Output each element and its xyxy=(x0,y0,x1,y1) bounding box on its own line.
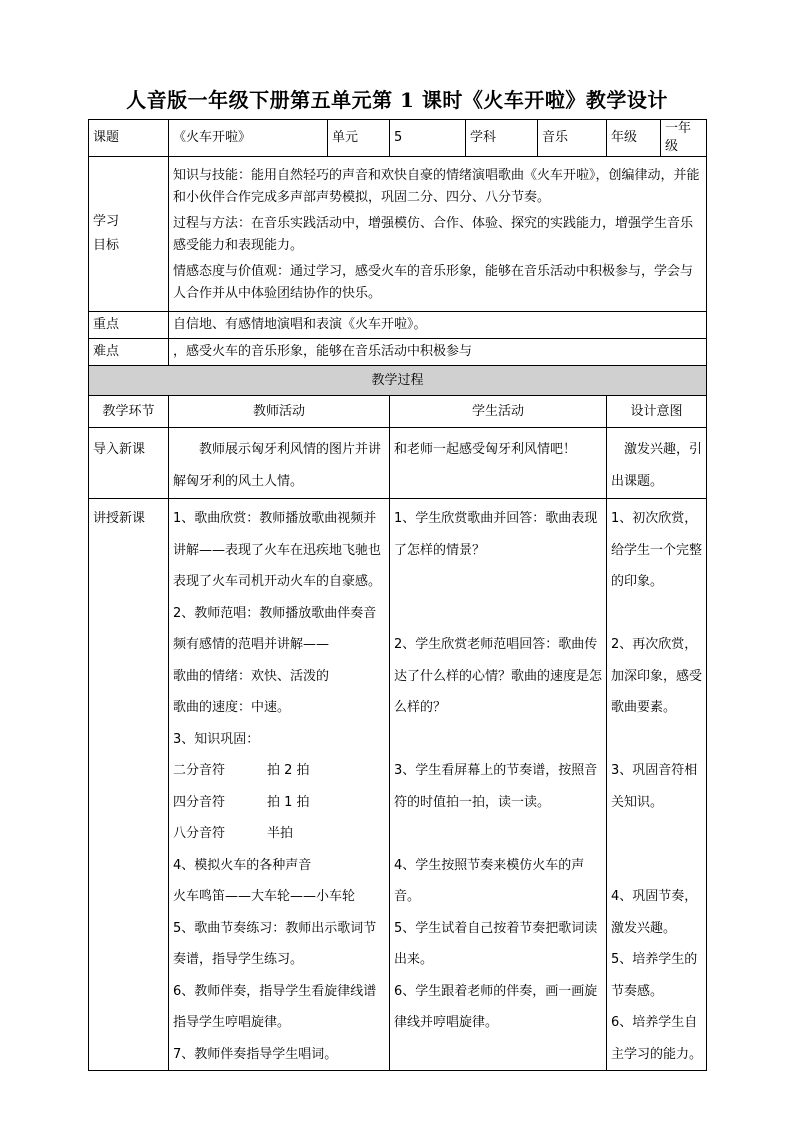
unit-value: 5 xyxy=(390,120,466,157)
intro-intent: 激发兴趣，引出课题。 xyxy=(607,428,707,499)
teacher-step-6: 6、教师伴奏，指导学生看旋律线谱指导学生哼唱旋律。 xyxy=(173,983,377,1030)
intent-step-2: 2、再次欣赏，加深印象，感受歌曲要素。 xyxy=(611,637,703,715)
process-header: 教学过程 xyxy=(89,366,707,396)
intro-teacher: 教师展示匈牙利风情的图片并讲解匈牙利的风土人情。 xyxy=(169,428,390,499)
subject-value: 音乐 xyxy=(538,120,607,157)
objectives-content xyxy=(169,157,707,312)
course-value: 《火车开啦》 xyxy=(169,120,328,157)
teacher-step-5: 5、歌曲节奏练习：教师出示歌词节奏谱，指导学生练习。 xyxy=(173,920,377,967)
grade-value: 一年级 xyxy=(661,120,707,157)
lesson-plan-table xyxy=(88,119,707,1071)
subject-label: 学科 xyxy=(466,120,538,157)
teacher-step-2: 2、教师范唱：教师播放歌曲伴奏音频有感情的范唱并讲解—— xyxy=(173,605,377,652)
col-teacher: 教师活动 xyxy=(169,396,390,428)
main-intent xyxy=(607,499,707,1071)
main-teacher xyxy=(169,499,390,1071)
grade-label: 年级 xyxy=(607,120,661,157)
difficulty-value: ，感受火车的音乐形象，能够在音乐活动中积极参与 xyxy=(169,339,707,366)
course-label: 课题 xyxy=(89,120,169,157)
main-stage: 讲授新课 xyxy=(89,499,169,1071)
col-intent: 设计意图 xyxy=(607,396,707,428)
key-point-value: 自信地、有感情地演唱和表演《火车开啦》。 xyxy=(169,312,707,339)
objectives-label: 学习目标 xyxy=(89,157,169,312)
student-step-3: 3、学生看屏幕上的节奏谱，按照音符的时值拍一拍，读一读。 xyxy=(394,763,598,810)
intent-step-6: 6、培养学生自主学习的能力。 xyxy=(611,1015,703,1062)
student-step-5: 5、学生试着自己按着节奏把歌词读出来。 xyxy=(394,920,598,967)
page-title: 人音版一年级下册第五单元第 1 课时《火车开啦》教学设计 xyxy=(126,88,668,112)
intent-step-4: 4、巩固节奏，激发兴趣。 xyxy=(611,889,698,936)
difficulty-label: 难点 xyxy=(89,339,169,366)
teacher-step-4-sounds: 火车鸣笛——大车轮——小车轮 xyxy=(173,889,356,904)
teacher-step-4: 4、模拟火车的各种声音 xyxy=(173,857,312,873)
note-eighth: 八分音符 半拍 xyxy=(173,826,294,841)
intent-step-3: 3、巩固音符相关知识。 xyxy=(611,763,698,810)
intent-step-1: 1、初次欣赏，给学生一个完整的印象。 xyxy=(611,511,703,589)
main-row xyxy=(89,499,707,1071)
info-row xyxy=(89,120,707,157)
note-half: 二分音符 拍 2 拍 xyxy=(173,763,310,778)
teacher-step-2-tempo: 歌曲的速度：中速。 xyxy=(173,700,291,715)
column-header-row xyxy=(89,396,707,428)
key-point-label: 重点 xyxy=(89,312,169,339)
objective-knowledge: 知识与技能：能用自然轻巧的声音和欢快自豪的情绪演唱歌曲《火车开啦》，创编律动，并能和小伙伴合作完成多声部声势模拟，巩固二分、四分、八分节奏。 xyxy=(173,168,700,205)
objectives-row xyxy=(89,157,707,312)
teacher-step-3: 3、知识巩固： xyxy=(173,731,260,747)
teacher-step-1: 1、歌曲欣赏：教师播放歌曲视频并讲解——表现了火车在迅疾地飞驰也表现了火车司机开动火车的自豪感。 xyxy=(173,511,382,589)
student-step-4: 4、学生按照节奏来模仿火车的声音。 xyxy=(394,857,585,904)
teacher-step-7: 7、教师伴奏指导学生唱词。 xyxy=(173,1046,338,1062)
main-student xyxy=(390,499,607,1071)
student-step-6: 6、学生跟着老师的伴奏，画一画旋律线并哼唱旋律。 xyxy=(394,983,598,1030)
intent-step-5: 5、培养学生的节奏感。 xyxy=(611,952,698,999)
col-student: 学生活动 xyxy=(390,396,607,428)
student-step-1: 1、学生欣赏歌曲并回答：歌曲表现了怎样的情景？ xyxy=(394,511,598,558)
intro-stage: 导入新课 xyxy=(89,428,169,499)
objective-process: 过程与方法：在音乐实践活动中，增强模仿、合作、体验、探究的实践能力，增强学生音乐感受能力和表现能力。 xyxy=(173,216,694,253)
unit-label: 单元 xyxy=(328,120,390,157)
note-quarter: 四分音符 拍 1 拍 xyxy=(173,794,310,810)
process-header-row xyxy=(89,366,707,396)
key-point-row xyxy=(89,312,707,339)
student-step-2: 2、学生欣赏老师范唱回答：歌曲传达了什么样的心情？歌曲的速度是怎么样的？ xyxy=(394,637,603,715)
col-stage: 教学环节 xyxy=(89,396,169,428)
intro-row xyxy=(89,428,707,499)
intro-student: 和老师一起感受匈牙利风情吧！ xyxy=(390,428,607,499)
teacher-step-2-mood: 歌曲的情绪：欢快、活泼的 xyxy=(173,668,330,684)
difficulty-row xyxy=(89,339,707,366)
objective-attitude: 情感态度与价值观：通过学习，感受火车的音乐形象，能够在音乐活动中积极参与，学会与人合作并从中体验团结协作的快乐。 xyxy=(173,264,694,301)
